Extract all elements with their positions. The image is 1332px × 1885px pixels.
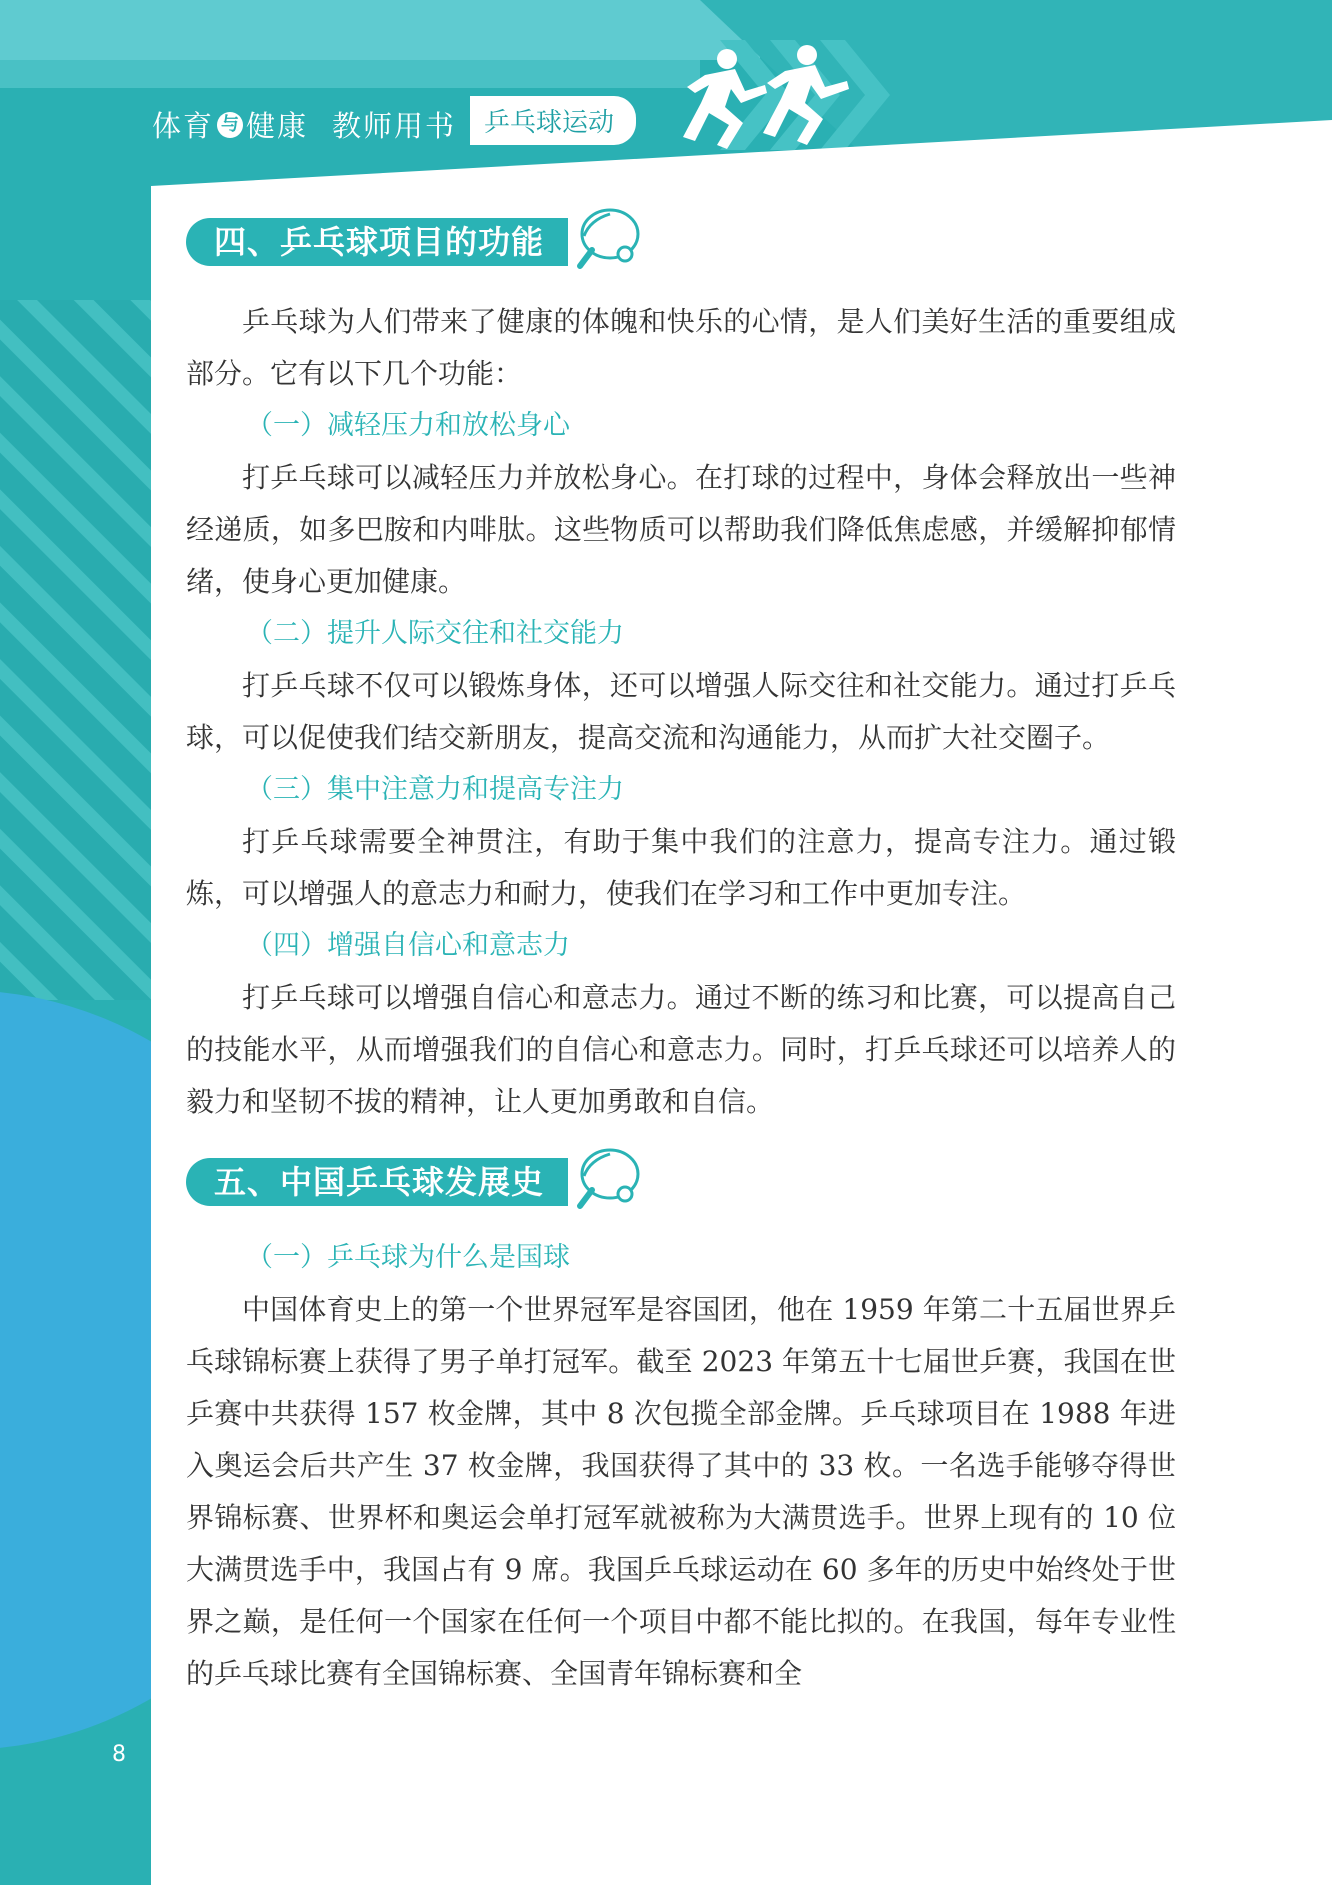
subsection-4-3-title: （三）集中注意力和提高专注力 bbox=[246, 774, 624, 805]
section-heading-4-label: 四、乒乓球项目的功能 bbox=[186, 218, 568, 266]
runners-icon bbox=[665, 45, 865, 155]
paddle-ball-icon bbox=[570, 1148, 640, 1212]
section-4-content bbox=[186, 296, 1176, 1128]
series-tag: 乒乓球运动 bbox=[470, 96, 636, 145]
section-5-content bbox=[186, 1232, 1176, 1700]
subsection-5-1-title: （一）乒乓球为什么是国球 bbox=[246, 1242, 570, 1273]
subsection-4-2-title: （二）提升人际交往和社交能力 bbox=[246, 618, 624, 649]
paddle-ball-icon bbox=[570, 208, 640, 272]
subsection-4-1-title: （一）减轻压力和放松身心 bbox=[246, 410, 570, 441]
subsection-4-4-text: 打乒乓球可以增强自信心和意志力。通过不断的练习和比赛，可以提高自己的技能水平，从而增强我们的自信心和意志力。同时，打乒乓球还可以培养人的毅力和坚韧不拔的精神，让人更加勇敢和自信。 bbox=[186, 981, 1176, 1118]
page-header bbox=[0, 0, 1332, 190]
subsection-4-3-text: 打乒乓球需要全神贯注，有助于集中我们的注意力，提高专注力。通过锻炼，可以增强人的意志力和耐力，使我们在学习和工作中更加专注。 bbox=[186, 825, 1176, 910]
section-heading-4 bbox=[186, 218, 640, 266]
subsection-5-1-text: 中国体育史上的第一个世界冠军是容国团，他在 1959 年第二十五届世界乒乓球锦标赛上获得了男子单打冠军。截至 2023 年第五十七届世乒赛，我国在世乒赛中共获得 157 枚金牌，其中 8 次包揽全部金牌。乒乓球项目在 1988 年进入奥运会后共产生 37 枚金牌，我国获得了其中的 33 枚。一名选手能够夺得世界锦标赛、世界杯和奥运会单打冠军就被称为大满贯选手。世界上现有的 10 位大满贯选手中，我国占有 9 席。我国乒乓球运动在 60 多年的历史中始终处于世界之巅，是任何一个国家在任何一个项目中都不能比拟的。在我国，每年专业性的乒乓球比赛有全国锦标赛、全国青年锦标赛和全 bbox=[186, 1293, 1176, 1690]
subsection-4-4-title: （四）增强自信心和意志力 bbox=[246, 930, 570, 961]
section-heading-5-label: 五、中国乒乓球发展史 bbox=[186, 1158, 568, 1206]
book-title-a: 体育 bbox=[152, 109, 215, 143]
section-heading-5 bbox=[186, 1158, 640, 1206]
book-title-b: 健康 bbox=[246, 109, 309, 143]
book-title-c: 教师用书 bbox=[332, 109, 457, 143]
section-4-intro: 乒乓球为人们带来了健康的体魄和快乐的心情，是人们美好生活的重要组成部分。它有以下几个功能： bbox=[186, 305, 1176, 390]
book-title bbox=[152, 104, 456, 145]
subsection-4-2-text: 打乒乓球不仅可以锻炼身体，还可以增强人际交往和社交能力。通过打乒乓球，可以促使我们结交新朋友，提高交流和沟通能力，从而扩大社交圈子。 bbox=[186, 669, 1176, 754]
page-number: 8 bbox=[112, 1742, 126, 1767]
book-title-yu: 与 bbox=[217, 112, 243, 138]
subsection-4-1-text: 打乒乓球可以减轻压力并放松身心。在打球的过程中，身体会释放出一些神经递质，如多巴胺和内啡肽。这些物质可以帮助我们降低焦虑感，并缓解抑郁情绪，使身心更加健康。 bbox=[186, 461, 1176, 598]
